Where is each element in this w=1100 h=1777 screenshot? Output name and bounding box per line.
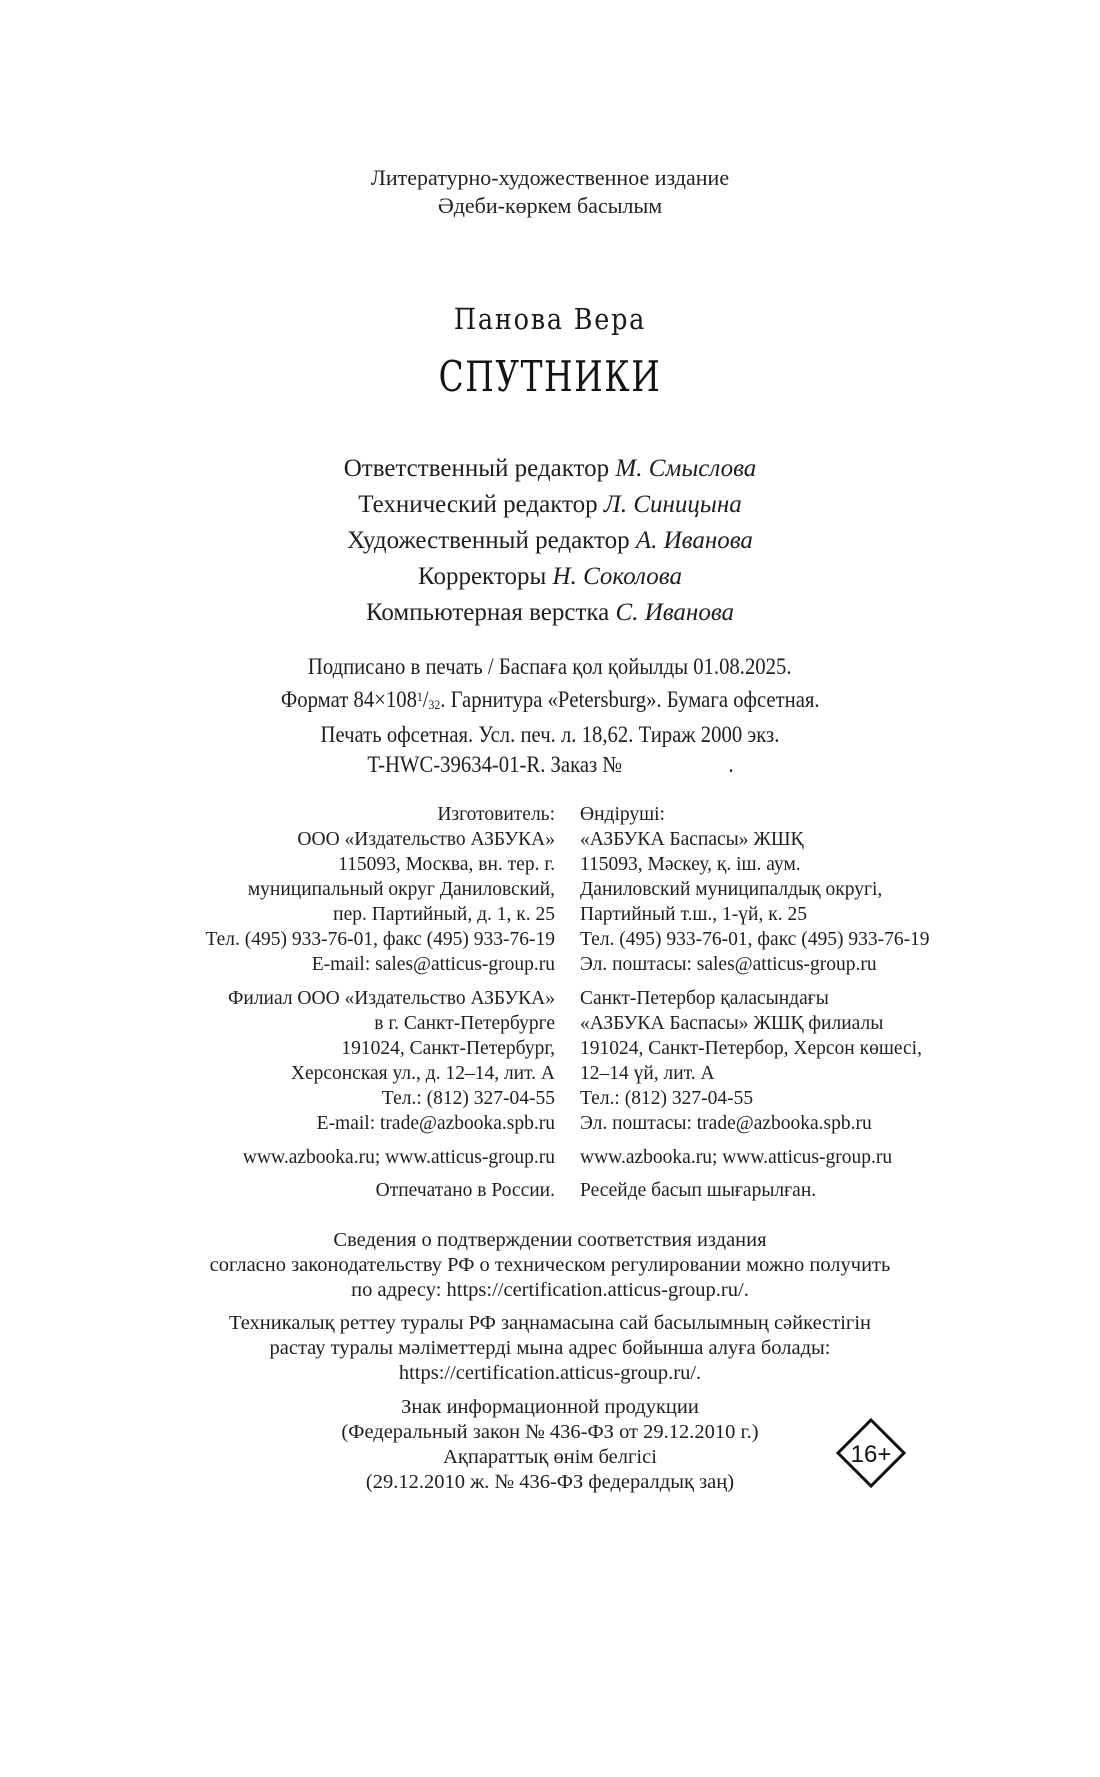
- manufacturer-ru: [205, 802, 555, 1212]
- websites-ru: www.azbooka.ru; www.atticus-group.ru: [242, 1147, 555, 1168]
- certification-info: [0, 1228, 1100, 1394]
- age-rating-diamond-icon: [836, 1418, 906, 1488]
- staff-person: С. Иванова: [615, 599, 735, 626]
- edition-type: [0, 164, 1100, 220]
- imprint-signed: Подписано в печать / Баспаға қол қойылды 01.08.2025.: [308, 654, 792, 679]
- staff-line: [0, 451, 1100, 487]
- age-rating-badge: [836, 1418, 906, 1488]
- staff-person: А. Иванова: [635, 527, 753, 554]
- imprint: [0, 652, 1100, 780]
- staff-credits: [0, 451, 1100, 631]
- book-title: СПУТНИКИ: [438, 352, 662, 401]
- format-suffix: . Гарнитура «Petersburg». Бумага офсетная.: [439, 687, 820, 712]
- manufacturer-kz-branch: Санкт-Петербор қаласындағы «АЗБУКА Баспасы» ЖШҚ филиалы 191024, Санкт-Петербор, Херсон көшесі, 12–14 үй, лит. А Тел.: (812) 327-04-55 Эл. поштасы: trade@azbooka.spb.ru: [580, 986, 930, 1136]
- staff-role: Художественный редактор: [347, 527, 630, 554]
- staff-role: Технический редактор: [358, 491, 598, 518]
- order-prefix: T-HWC-39634-01-R. Заказ №: [366, 752, 622, 777]
- staff-person: Н. Соколова: [552, 563, 682, 590]
- book-author: Панова Вера: [453, 302, 647, 336]
- staff-line: [0, 595, 1100, 631]
- manufacturer-ru-head: Изготовитель: ООО «Издательство АЗБУКА» 115093, Москва, вн. тер. г. муниципальный округ Даниловский, пер. Партийный, д. 1, к. 25 Тел. (495) 933-76-01, факс (495) 933-76-19 E-mail: sales@atticus-group.ru: [205, 804, 555, 975]
- format-fraction: $^1/_{32}$: [416, 687, 440, 712]
- manufacturer-ru-branch: Филиал ООО «Издательство АЗБУКА» в г. Санкт-Петербурге 191024, Санкт-Петербург, Херсонская ул., д. 12–14, лит. А Тел.: (812) 327-04-55 E-mail: trade@azbooka.spb.ru: [205, 986, 555, 1136]
- websites-kz: www.azbooka.ru; www.atticus-group.ru: [580, 1147, 893, 1168]
- staff-line: [0, 523, 1100, 559]
- format-prefix: Формат 84×108: [280, 687, 417, 712]
- manufacturer-kz-head: Өндіруші: «АЗБУКА Баспасы» ЖШҚ 115093, Мәскеу, қ. іш. аум. Даниловский муниципалдық округі, Партийный т.ш., 1-үй, к. 25 Тел. (495) 933-76-01, факс (495) 933-76-19 Эл. поштасы: sales@atticus-group.ru: [580, 804, 930, 975]
- info-sign-text: Знак информационной продукции (Федеральный закон № 436-ФЗ от 29.12.2010 г.) Ақпараттық өнім белгісі (29.12.2010 ж. № 436-ФЗ федералдық заң): [341, 1396, 759, 1493]
- branch-ru-email: E-mail: trade@azbooka.spb.ru: [316, 1113, 555, 1134]
- certification-ru-url: по адресу: https://certification.atticus-group.ru/.: [351, 1279, 749, 1301]
- branch-kz-email: Эл. поштасы: trade@azbooka.spb.ru: [580, 1113, 872, 1134]
- manufacturer-ru-email: E-mail: sales@atticus-group.ru: [311, 954, 555, 975]
- edition-type-kz: Әдеби-көркем басылым: [437, 193, 663, 218]
- imprint-order: [0, 750, 1100, 780]
- order-suffix: .: [727, 752, 734, 777]
- age-rating-label: 16+: [850, 1441, 892, 1468]
- imprint-print: Печать офсетная. Усл. печ. л. 18,62. Тираж 2000 экз.: [320, 722, 780, 747]
- manufacturer-kz: [580, 802, 930, 1212]
- certification-ru: Сведения о подтверждении соответствия издания согласно законодательству РФ о техническом регулировании можно получить по адресу: https://certification.atticus-group.ru/.: [0, 1228, 1100, 1303]
- staff-role: Ответственный редактор: [343, 455, 610, 482]
- staff-line: [0, 559, 1100, 595]
- imprint-format: [0, 682, 1100, 720]
- printed-in-ru: Отпечатано в России.: [375, 1180, 555, 1201]
- staff-role: Корректоры: [418, 563, 547, 590]
- staff-line: [0, 487, 1100, 523]
- staff-person: М. Смыслова: [615, 455, 757, 482]
- staff-person: Л. Синицына: [603, 491, 742, 518]
- staff-role: Компьютерная верстка: [365, 599, 610, 626]
- certification-kz: Техникалық реттеу туралы РФ заңнамасына сай басылымның сәйкестігін растау туралы мәліметтерді мына адрес бойынша алуға болады: https://certification.atticus-group.ru/.: [0, 1311, 1100, 1386]
- certification-kz-url: https://certification.atticus-group.ru/.: [398, 1362, 702, 1384]
- printed-in-kz: Ресейде басып шығарылған.: [580, 1180, 817, 1201]
- edition-type-ru: Литературно-художественное издание: [370, 165, 730, 190]
- manufacturer-kz-email: Эл. поштасы: sales@atticus-group.ru: [580, 954, 877, 975]
